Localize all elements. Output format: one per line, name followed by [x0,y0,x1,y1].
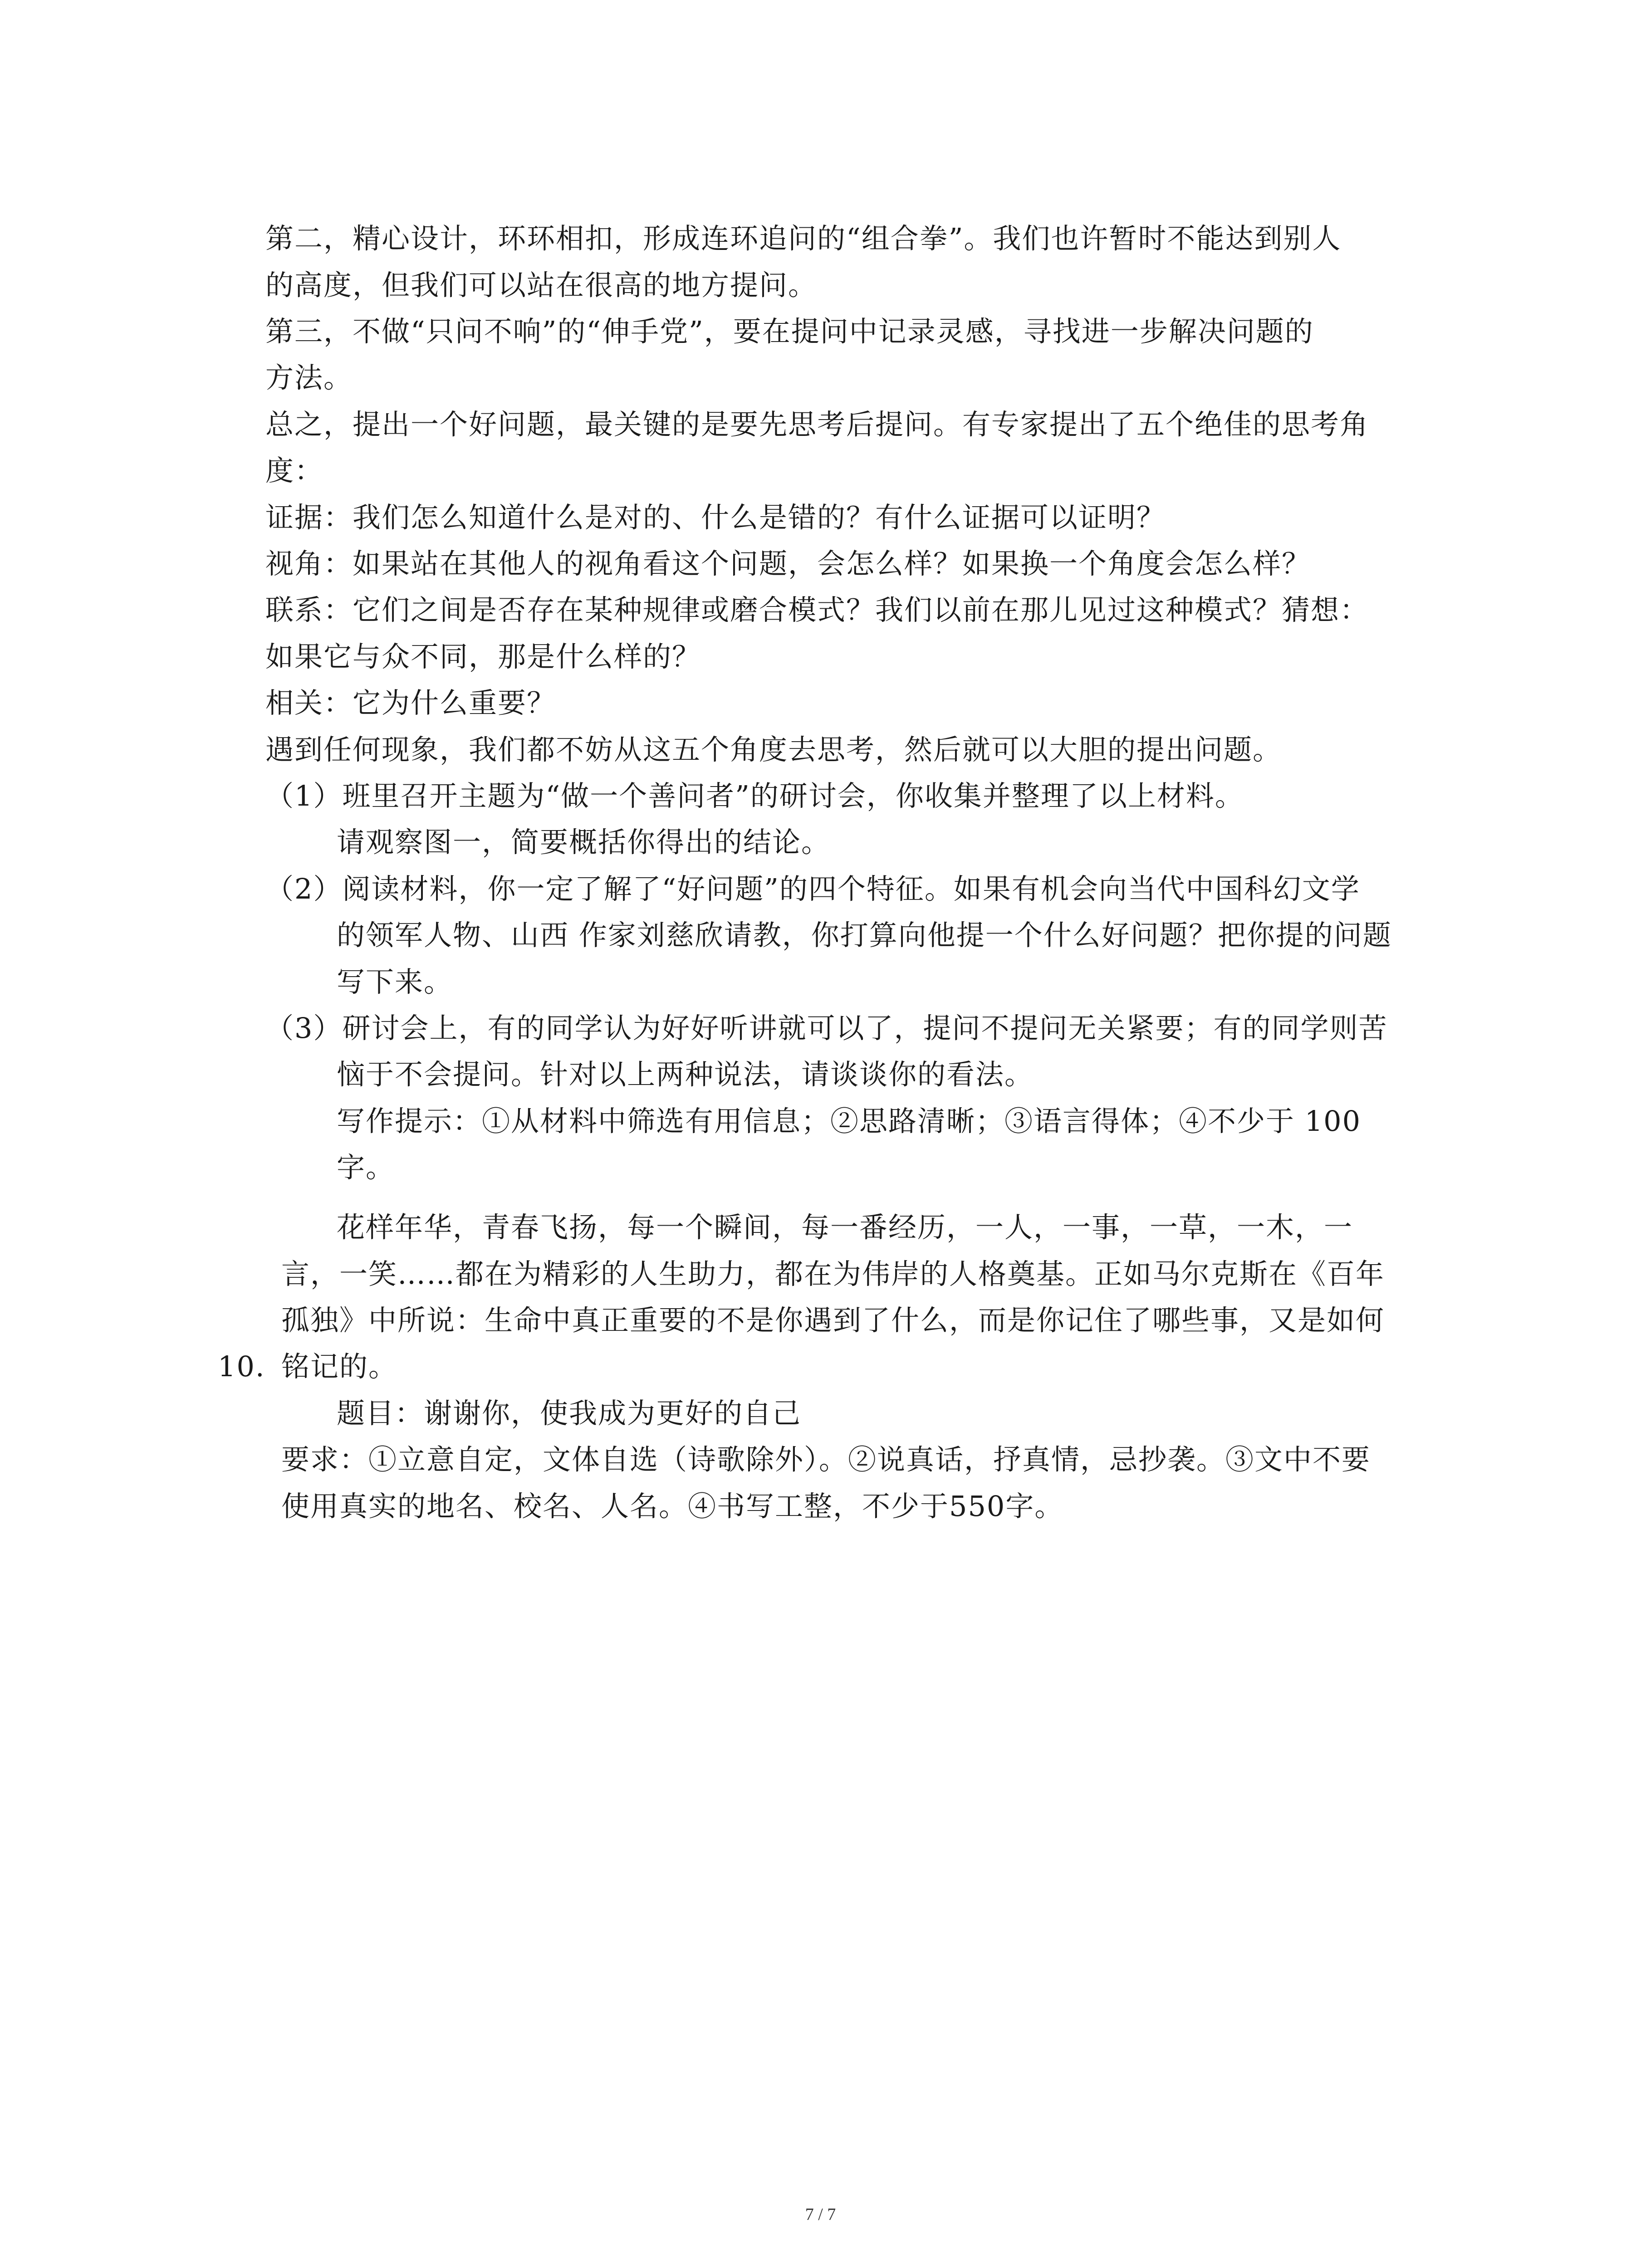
body-line: 度： [265,454,324,487]
body-line: 第三，不做“只问不响”的“伸手党”，要在提问中记录灵感，寻找进一步解决问题的 [265,315,1314,348]
question-number: 10. [218,1350,265,1383]
essay-requirements: 使用真实的地名、校名、人名。④书写工整，不少于550字。 [281,1490,1064,1523]
question-line: 恼于不会提问。针对以上两种说法，请谈谈你的看法。 [337,1058,1034,1091]
essay-requirements: 要求：①立意自定，文体自选（诗歌除外）。②说真话，抒真情，忌抄袭。③文中不要 [281,1443,1371,1476]
essay-prompt-line: 言，一笑……都在为精彩的人生助力，都在为伟岸的人格奠基。正如马尔克斯在《百年 [281,1257,1385,1290]
body-line: 第二，精心设计，环环相扣，形成连环追问的“组合拳”。我们也许暂时不能达到别人 [265,222,1342,255]
page-number: 7 / 7 [805,2205,836,2224]
body-line: 联系：它们之间是否存在某种规律或磨合模式？我们以前在那儿见过这种模式？猜想： [265,593,1369,626]
question-line: （1）班里召开主题为“做一个善问者”的研讨会，你收集并整理了以上材料。 [265,779,1244,812]
body-line: 如果它与众不同，那是什么样的？ [265,640,701,673]
essay-prompt-line: 花样年华，青春飞扬，每一个瞬间，每一番经历，一人，一事，一草，一木，一 [337,1211,1353,1244]
body-line: 遇到任何现象，我们都不妨从这五个角度去思考，然后就可以大胆的提出问题。 [265,733,1282,766]
body-line: 视角：如果站在其他人的视角看这个问题，会怎么样？如果换一个角度会怎么样？ [265,547,1311,580]
body-line: 方法。 [265,361,353,394]
question-line: 写下来。 [337,965,453,998]
body-line: 证据：我们怎么知道什么是对的、什么是错的？有什么证据可以证明？ [265,501,1166,534]
body-line: 相关：它为什么重要？ [265,686,556,719]
question-line: （2）阅读材料，你一定了解了“好问题”的四个特征。如果有机会向当代中国科幻文学 [265,872,1360,905]
question-line: （3）研讨会上，有的同学认为好好听讲就可以了，提问不提问无关紧要；有的同学则苦 [265,1012,1388,1045]
question-line: 字。 [337,1151,395,1184]
body-line: 的高度，但我们可以站在很高的地方提问。 [265,269,818,302]
essay-prompt-line: 孤独》中所说：生命中真正重要的不是你遇到了什么，而是你记住了哪些事，又是如何 [281,1304,1385,1337]
body-line: 总之，提出一个好问题，最关键的是要先思考后提问。有专家提出了五个绝佳的思考角 [265,408,1369,441]
question-line: 写作提示：①从材料中筛选有用信息；②思路清晰；③语言得体；④不少于 100 [337,1105,1362,1138]
essay-title: 题目：谢谢你，使我成为更好的自己 [337,1397,802,1430]
question-line: 请观察图一，简要概括你得出的结论。 [337,826,831,859]
essay-prompt-line: 铭记的。 [281,1350,398,1383]
question-line: 的领军人物、山西 作家刘慈欣请教，你打算向他提一个什么好问题？把你提的问题 [337,919,1392,952]
